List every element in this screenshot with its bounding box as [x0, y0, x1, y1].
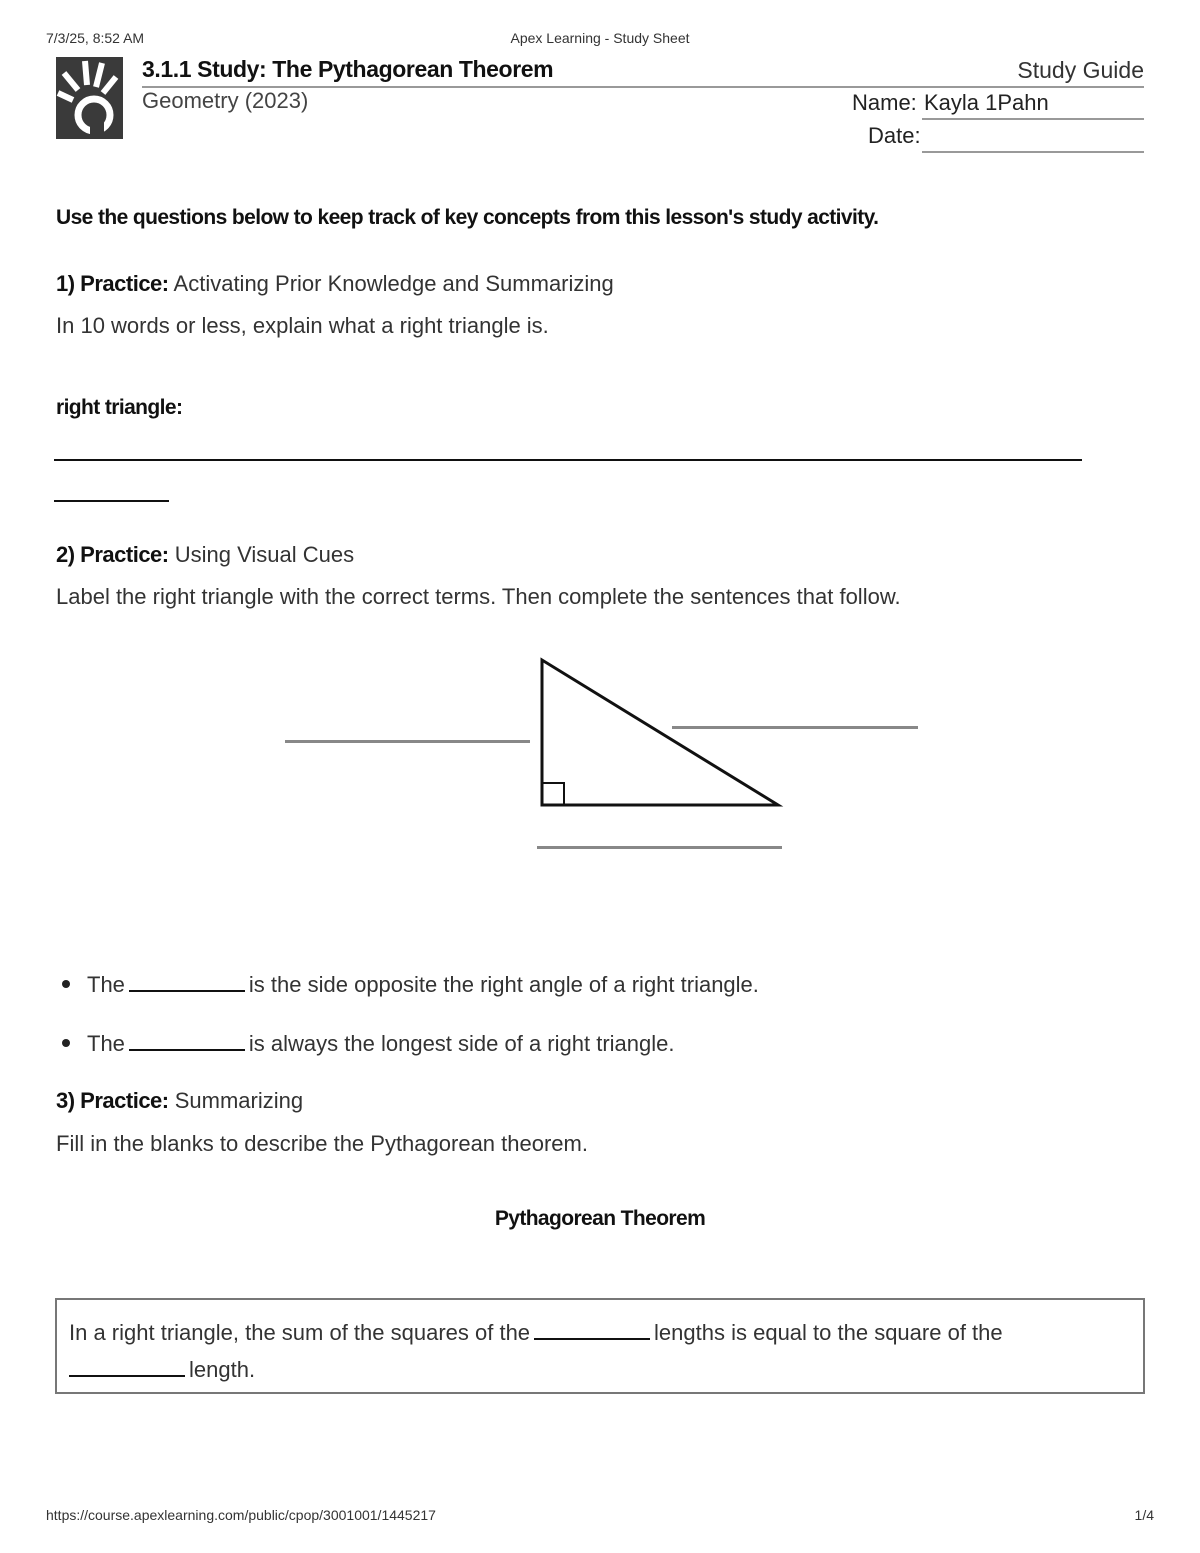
apex-learning-logo-icon	[56, 57, 123, 139]
footer-page-number: 1/4	[1134, 1507, 1154, 1523]
instructions: Use the questions below to keep track of key concepts from this lesson's study activity.	[56, 206, 879, 229]
theorem-part-3: length.	[189, 1357, 256, 1382]
name-label: Name:	[852, 90, 917, 115]
theorem-blank-2[interactable]	[69, 1355, 185, 1377]
q2-bullet-2	[62, 1029, 674, 1057]
q2-skill: Using Visual Cues	[174, 542, 355, 567]
right-angle-triangle-icon	[534, 654, 786, 812]
theorem-text	[69, 1314, 1129, 1388]
q1-heading	[56, 271, 614, 297]
q1-skill: Activating Prior Knowledge and Summarizing	[173, 271, 614, 296]
q1-answer-line-1[interactable]	[54, 459, 1082, 461]
q2-heading	[56, 542, 354, 568]
page-title: 3.1.1 Study: The Pythagorean Theorem	[142, 56, 554, 82]
bullet-1-blank[interactable]	[129, 970, 245, 992]
label-line-horizontal-leg[interactable]	[537, 846, 782, 849]
theorem-blank-1[interactable]	[534, 1318, 650, 1340]
q3-label: 3) Practice:	[56, 1088, 169, 1113]
q2-label: 2) Practice:	[56, 542, 169, 567]
date-underline	[922, 151, 1144, 153]
course-subject: Geometry (2023)	[142, 88, 309, 113]
name-underline	[922, 118, 1144, 120]
label-line-hypotenuse[interactable]	[672, 726, 918, 729]
q3-skill: Summarizing	[174, 1088, 304, 1113]
bullet-icon	[62, 980, 70, 988]
theorem-part-1: In a right triangle, the sum of the squares of the	[69, 1320, 531, 1345]
print-site-title: Apex Learning - Study Sheet	[510, 30, 690, 46]
label-line-vertical-leg[interactable]	[285, 740, 530, 743]
theorem-part-2: lengths is equal to the square of the	[654, 1320, 1003, 1345]
bullet-2-post: is always the longest side of a right triangle.	[248, 1031, 675, 1056]
q3-heading	[56, 1088, 303, 1114]
q1-field-label: right triangle:	[56, 396, 183, 419]
date-label: Date:	[868, 123, 921, 148]
theorem-box	[55, 1298, 1145, 1394]
theorem-heading: Pythagorean Theorem	[494, 1207, 706, 1230]
bullet-2-pre: The	[87, 1031, 125, 1056]
q3-prompt: Fill in the blanks to describe the Pythagorean theorem.	[56, 1131, 588, 1156]
q2-prompt: Label the right triangle with the correct terms. Then complete the sentences that follow.	[56, 584, 901, 609]
name-field[interactable]: Kayla 1Pahn	[924, 90, 1049, 115]
print-datetime: 7/3/25, 8:52 AM	[46, 30, 145, 46]
q1-label: 1) Practice:	[56, 271, 169, 296]
date-field[interactable]	[924, 123, 1144, 149]
q2-bullet-1	[62, 970, 759, 998]
bullet-1-pre: The	[87, 972, 125, 997]
q1-prompt: In 10 words or less, explain what a right triangle is.	[56, 313, 549, 338]
doc-type-label: Study Guide	[1017, 57, 1144, 83]
bullet-2-blank[interactable]	[129, 1029, 245, 1051]
bullet-1-post: is the side opposite the right angle of a right triangle.	[248, 972, 759, 997]
footer-url[interactable]: https://course.apexlearning.com/public/cpop/3001001/1445217	[46, 1507, 436, 1523]
q1-answer-line-2[interactable]	[54, 500, 169, 502]
bullet-icon	[62, 1039, 70, 1047]
